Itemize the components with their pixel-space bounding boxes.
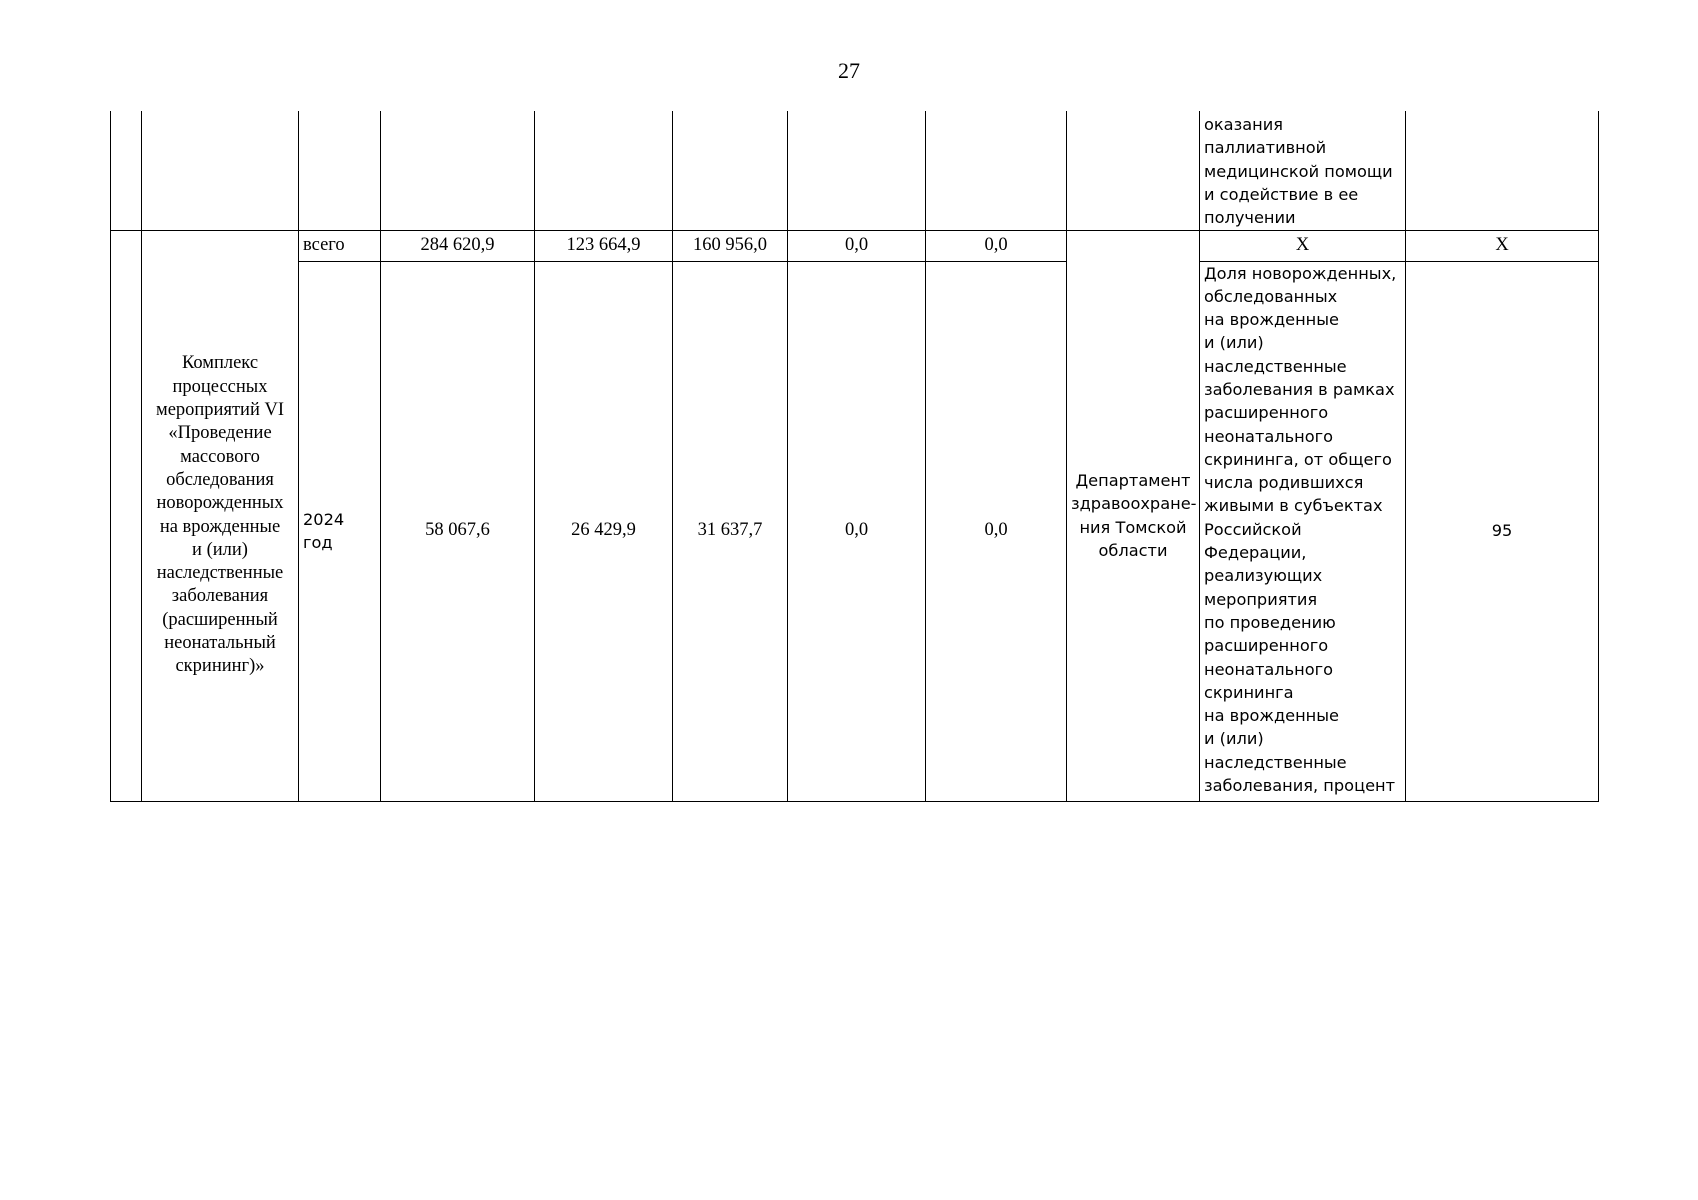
value-regional: 160 956,0 xyxy=(673,230,788,261)
cell-index xyxy=(111,230,142,801)
cell-executor xyxy=(1067,111,1200,230)
value-local: 0,0 xyxy=(788,261,926,801)
cell-value xyxy=(788,111,926,230)
program-table xyxy=(110,111,1599,802)
measure-name: Комплекс процессных мероприятий VI «Проведение массового обследования новорожденных на врожденные и (или) наследственные заболевания (расширенный неонатальный скрининг)» xyxy=(142,230,299,801)
executor: Департамент здравоохране- ния Томской области xyxy=(1067,230,1200,801)
continuation-row xyxy=(111,111,1599,230)
cell-value xyxy=(381,111,535,230)
value-local: 0,0 xyxy=(788,230,926,261)
indicator-total: Х xyxy=(1200,230,1406,261)
value-federal: 26 429,9 xyxy=(535,261,673,801)
value-other: 0,0 xyxy=(926,261,1067,801)
table-row-2024 xyxy=(111,261,1599,801)
cell-indicator-value xyxy=(1406,111,1599,230)
cell-indicator: оказания паллиативной медицинской помощи и содействие в ее получении xyxy=(1200,111,1406,230)
table-row-total xyxy=(111,230,1599,261)
page-number: 27 xyxy=(838,58,860,83)
indicator-text: Доля новорожденных, обследованных на врожденные и (или) наследственные заболевания в рамках расширенного неонатального скрининга, от общего числа родившихся живыми в субъектах Российской Федерации, реализующих мероприятия по проведению расширенного неонатального скрининга на врожденные и (или) наследственные заболевания, процент xyxy=(1200,261,1406,801)
value-other: 0,0 xyxy=(926,230,1067,261)
cell-value xyxy=(926,111,1067,230)
period-total: всего xyxy=(299,230,381,261)
period-year: 2024 год xyxy=(299,261,381,801)
indicator-value: 95 xyxy=(1406,261,1599,801)
cell-measure-name xyxy=(142,111,299,230)
value-total: 284 620,9 xyxy=(381,230,535,261)
value-regional: 31 637,7 xyxy=(673,261,788,801)
cell-index xyxy=(111,111,142,230)
cell-value xyxy=(535,111,673,230)
cell-period xyxy=(299,111,381,230)
indicator-value-total: Х xyxy=(1406,230,1599,261)
cell-value xyxy=(673,111,788,230)
value-total: 58 067,6 xyxy=(381,261,535,801)
value-federal: 123 664,9 xyxy=(535,230,673,261)
